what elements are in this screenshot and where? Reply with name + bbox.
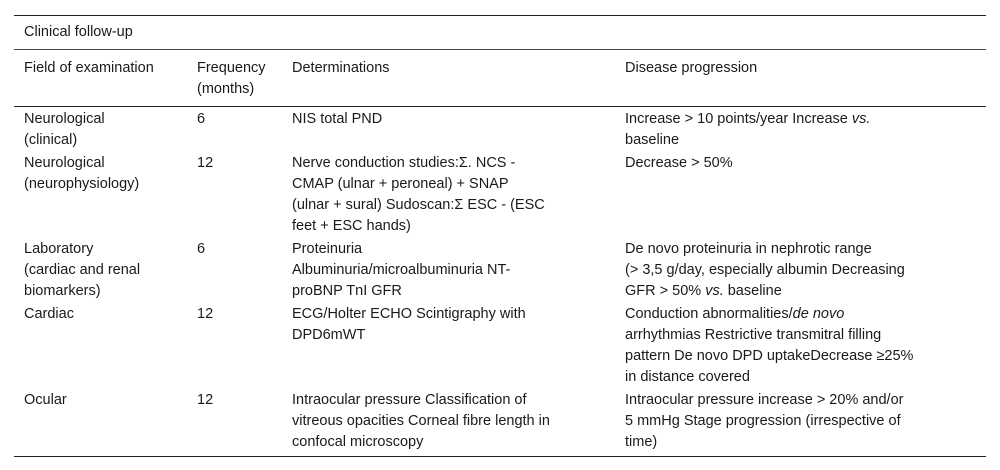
cell-text: Laboratory	[24, 241, 94, 257]
cell-text: CMAP (ulnar + peroneal) + SNAP	[292, 176, 509, 192]
cell-progression	[625, 153, 946, 237]
cell-text: confocal microscopy	[292, 434, 424, 450]
cell-text: ECG/Holter ECHO Scintigraphy with	[292, 306, 526, 322]
cell-field	[14, 153, 197, 237]
text-run-italic: de novo	[792, 306, 845, 322]
header-frequency	[197, 58, 292, 100]
cell-text: Intraocular pressure increase > 20% and/or	[625, 392, 904, 408]
table-bottom-rule	[14, 456, 986, 457]
cell-text: time)	[625, 434, 658, 450]
header-field: Field of examination	[24, 60, 154, 76]
cell-text: Intraocular pressure Classification of	[292, 392, 527, 408]
cell-text: NIS total PND	[292, 111, 383, 127]
cell-field	[14, 109, 197, 151]
cell-text: Cardiac	[24, 306, 74, 322]
cell-field	[14, 239, 197, 302]
cell-field	[14, 390, 197, 453]
cell-determinations	[292, 153, 625, 237]
cell-text: Neurological	[24, 111, 105, 127]
cell-text	[625, 281, 946, 302]
table-row	[14, 302, 986, 388]
cell-determinations	[292, 239, 625, 302]
cell-text: Proteinuria	[292, 241, 363, 257]
table-caption: Clinical follow-up	[24, 24, 133, 40]
cell-progression	[625, 390, 946, 453]
cell-text: arrhythmias Restrictive transmitral filling	[625, 327, 882, 343]
table-row	[14, 237, 986, 302]
cell-text: (clinical)	[24, 132, 78, 148]
cell-text	[625, 109, 946, 130]
cell-progression	[625, 109, 946, 151]
cell-field	[14, 304, 197, 388]
table-row	[14, 151, 986, 237]
text-run: baseline	[723, 283, 782, 299]
header-progression: Disease progression	[625, 60, 758, 76]
cell-text: Neurological	[24, 155, 105, 171]
cell-text: Ocular	[24, 392, 67, 408]
cell-frequency: 12	[197, 306, 214, 322]
table-row	[14, 107, 986, 151]
header-determinations: Determinations	[292, 60, 390, 76]
header-frequency-line1: Frequency	[197, 60, 266, 76]
cell-text: (ulnar + sural) Sudoscan:Σ ESC - (ESC	[292, 197, 545, 213]
cell-text: DPD6mWT	[292, 327, 366, 343]
header-row	[14, 50, 986, 104]
cell-frequency: 6	[197, 111, 206, 127]
cell-determinations	[292, 390, 625, 453]
cell-text: Nerve conduction studies:Σ. NCS -	[292, 155, 516, 171]
cell-frequency: 6	[197, 241, 206, 257]
text-run: Increase > 10 points/year Increase	[625, 111, 852, 127]
cell-determinations	[292, 304, 625, 388]
cell-text: in distance covered	[625, 369, 750, 385]
cell-text: 5 mmHg Stage progression (irrespective of	[625, 413, 901, 429]
table-row	[14, 388, 986, 453]
cell-frequency: 12	[197, 155, 214, 171]
text-run-italic: vs.	[705, 283, 724, 299]
cell-text: biomarkers)	[24, 283, 101, 299]
cell-determinations	[292, 109, 625, 151]
text-run-italic: vs.	[851, 111, 871, 127]
header-frequency-line2: (months)	[197, 81, 255, 97]
cell-text: proBNP TnI GFR	[292, 283, 402, 299]
cell-text: pattern De novo DPD uptakeDecrease ≥25%	[625, 348, 914, 364]
cell-text: (> 3,5 g/day, especially albumin Decreasing	[625, 262, 905, 278]
cell-text	[625, 304, 946, 325]
cell-text: vitreous opacities Corneal fibre length in	[292, 413, 550, 429]
cell-text: feet + ESC hands)	[292, 218, 411, 234]
text-run: GFR > 50%	[625, 283, 706, 299]
cell-text: (neurophysiology)	[24, 176, 140, 192]
cell-text: Decrease > 50%	[625, 155, 733, 171]
cell-progression	[625, 239, 946, 302]
cell-frequency: 12	[197, 392, 214, 408]
cell-progression	[625, 304, 946, 388]
text-run: Conduction abnormalities/	[625, 306, 793, 322]
cell-text: Albuminuria/microalbuminuria NT-	[292, 262, 511, 278]
cell-text: (cardiac and renal	[24, 262, 141, 278]
cell-text: baseline	[625, 132, 680, 148]
clinical-followup-table	[14, 15, 986, 457]
cell-text: De novo proteinuria in nephrotic range	[625, 241, 872, 257]
